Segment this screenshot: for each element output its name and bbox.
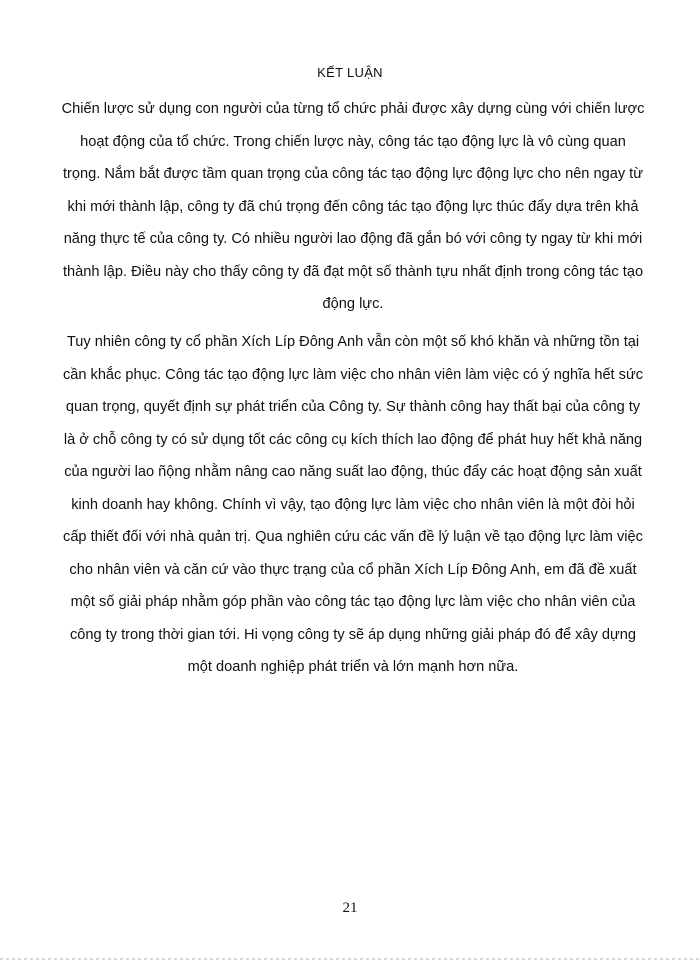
page-number: 21 xyxy=(342,900,358,916)
page-title: KẾT LUẬN xyxy=(317,65,383,80)
conclusion-paragraph-1: Chiến lược sử dụng con người của từng tổ chức phải được xây dựng cùng với chiến lược hoạt động của tổ chức. Trong chiến lược này, công tác tạo động lực là vô cùng quan trọng. Nắm bắt được tầm quan trọng của công tác tạo động lực động lực cho nên ngay từ khi mới thành lập, công ty đã chú trọng đến công tác tạo động lực thúc đẩy dựa trên khả năng thực tế của công ty. Có nhiều người lao động đã gắn bó với công ty ngay từ khi mới thành lập. Điều này cho thấy công ty đã đạt một số thành tựu nhất định trong công tác tạo động lực. xyxy=(61,101,645,312)
conclusion-paragraph-2: Tuy nhiên công ty cổ phần Xích Líp Đông Anh vẫn còn một số khó khăn và những tồn tại cần khắc phục. Công tác tạo động lực làm việc cho nhân viên làm việc có ý nghĩa hết sức quan trọng, quyết định sự phát triển của Công ty. Sự thành công hay thất bại của công ty là ở chỗ công ty có sử dụng tốt các công cụ kích thích lao động để phát huy hết khả năng của người lao ñộng nhằm nâng cao năng suất lao động, thúc đẩy các hoạt động sản xuất kinh doanh hay không. Chính vì vậy, tạo động lực làm việc cho nhân viên là một đòi hỏi cấp thiết đối với nhà quản trị. Qua nghiên cứu các vấn đề lý luận về tạo động lực làm việc cho nhân viên và căn cứ vào thực trạng của cổ phần Xích Líp Đông Anh, em đã đề xuất một số giải pháp nhằm góp phần vào công tác tạo động lực làm việc cho nhân viên của công ty trong thời gian tới. Hi vọng công ty sẽ áp dụng những giải pháp đó để xây dựng một doanh nghiệp phát triển và lớn mạnh hơn nữa. xyxy=(62,334,644,675)
